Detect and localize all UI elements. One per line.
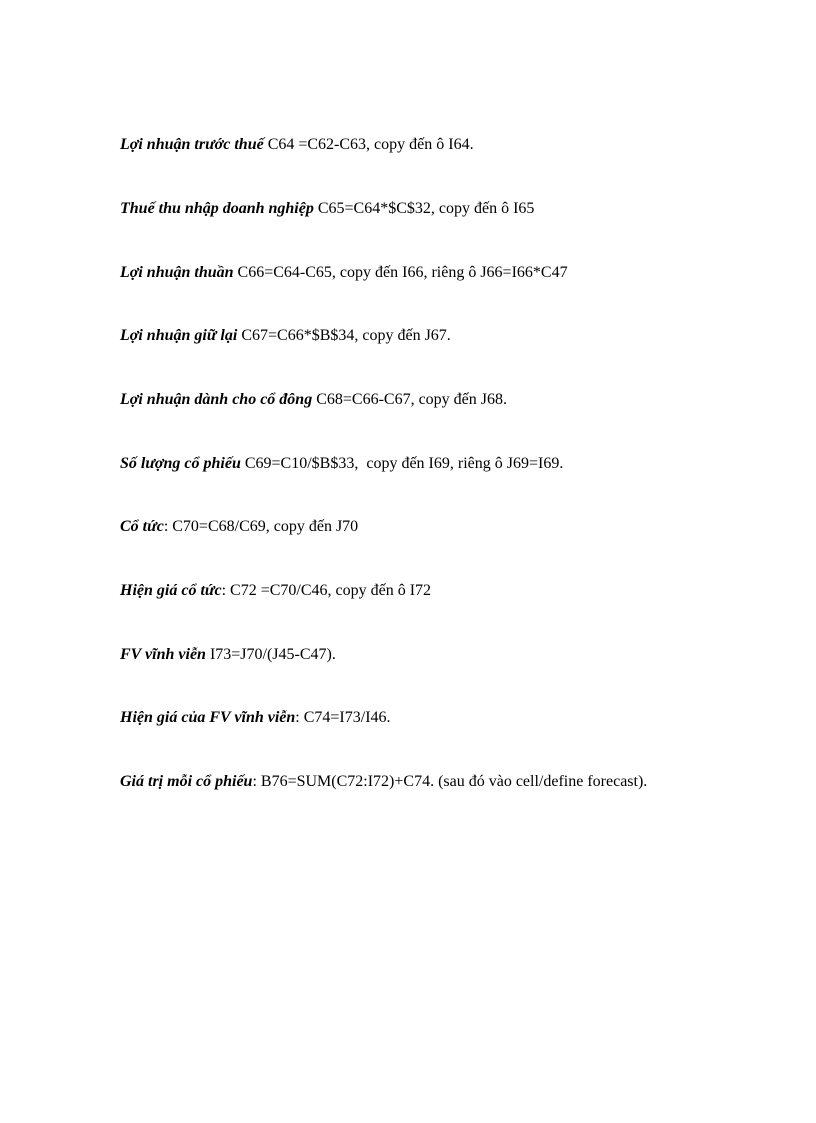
formula-line-loi-nhuan-thuan (120, 263, 568, 283)
formula-line-so-luong-co-phieu (120, 454, 563, 474)
line-label: Lợi nhuận giữ lại (120, 327, 238, 344)
formula-line-loi-nhuan-co-dong (120, 390, 507, 410)
formula-line-fv-vinh-vien (120, 645, 336, 665)
line-text: C67=C66*$B$34, copy đến J67. (237, 327, 451, 344)
formula-line-hien-gia-co-tuc (120, 581, 431, 601)
formula-line-hien-gia-fv (120, 708, 391, 728)
line-text: C65=C64*$C$32, copy đến ô I65 (313, 200, 535, 217)
line-label: Lợi nhuận trước thuế (120, 136, 264, 153)
line-text: C66=C64-C65, copy đến I66, riêng ô J66=I66*C47 (233, 264, 568, 281)
line-label: Số lượng cổ phiếu (120, 455, 241, 472)
line-text: I73=J70/(J45-C47). (205, 646, 336, 663)
line-text: : C70=C68/C69, copy đến J70 (163, 518, 359, 535)
formula-line-co-tuc (120, 517, 358, 537)
line-text: C68=C66-C67, copy đến J68. (312, 391, 507, 408)
line-label: Lợi nhuận thuần (120, 264, 234, 281)
line-label: Hiện giá của FV vĩnh viễn (120, 709, 296, 726)
line-text: C69=C10/$B$33, copy đến I69, riêng ô J69=I69. (240, 455, 564, 472)
line-label: Cổ tức (120, 518, 164, 535)
line-text: : C72 =C70/C46, copy đến ô I72 (221, 582, 432, 599)
line-text: : C74=I73/I46. (295, 709, 391, 726)
line-label: Hiện giá cổ tức (120, 582, 222, 599)
line-text: : B76=SUM(C72:I72)+C74. (sau đó vào cell/define forecast). (252, 773, 648, 790)
formula-line-loi-nhuan-truoc-thue (120, 135, 474, 155)
formula-line-thue-thu-nhap (120, 199, 534, 219)
line-label: FV vĩnh viễn (120, 646, 206, 663)
formula-line-gia-tri-co-phieu (120, 772, 647, 792)
line-label: Lợi nhuận dành cho cổ đông (120, 391, 313, 408)
formula-line-loi-nhuan-giu-lai (120, 326, 451, 346)
line-text: C64 =C62-C63, copy đến ô I64. (263, 136, 474, 153)
line-label: Giá trị mỗi cổ phiếu (120, 773, 253, 790)
line-label: Thuế thu nhập doanh nghiệp (120, 200, 314, 217)
